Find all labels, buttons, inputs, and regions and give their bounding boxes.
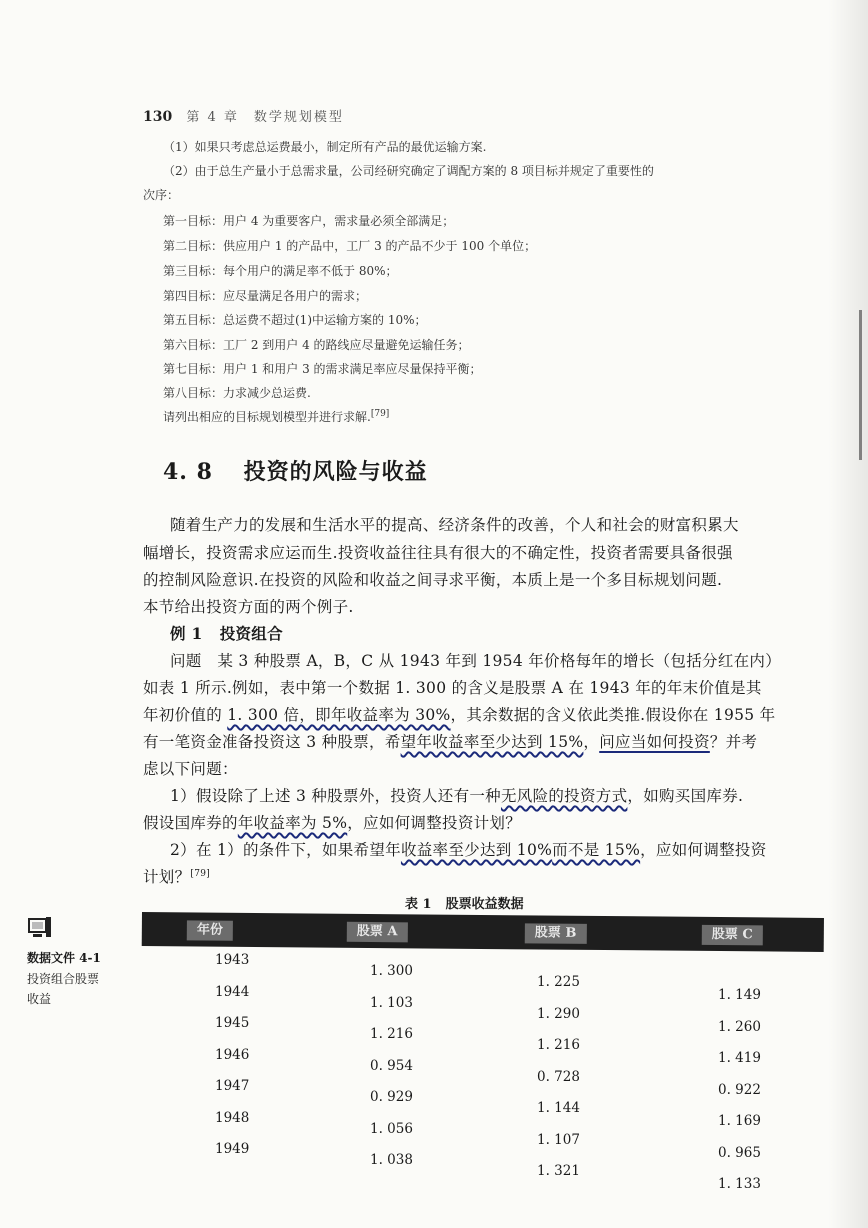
paragraph-line: 随着生产力的发展和生活水平的提高、经济条件的改善，个人和社会的财富积累大 (170, 516, 739, 534)
table-cell-value: 1. 056 (370, 1120, 413, 1137)
table-cell-year: 1947 (215, 1078, 250, 1094)
citation: [79] (190, 868, 211, 879)
table-cell-value: 1. 144 (537, 1100, 580, 1116)
table-cell-value: 1. 038 (370, 1152, 413, 1168)
running-header (143, 106, 344, 125)
text-span: 年初价值的 (143, 706, 228, 724)
table-cell-value: 1. 419 (718, 1050, 761, 1066)
table-header-cell: 股票 B (525, 923, 587, 944)
text-span: ？并考 (709, 733, 758, 751)
problem-line (143, 703, 775, 725)
table-cell-value: 1. 149 (718, 987, 761, 1003)
table-cell-year: 1943 (215, 952, 250, 968)
table-cell-value: 1. 290 (537, 1005, 580, 1022)
page-number: 130 (143, 109, 173, 125)
table-header-row (142, 912, 824, 952)
example-heading (170, 622, 283, 644)
table-caption (405, 893, 524, 912)
problem-line: 虑以下问题： (143, 760, 238, 778)
goal-item: 第七目标：用户 1 和用户 3 的需求满足率应尽量保持平衡； (163, 362, 482, 376)
table-cell-value: 1. 216 (370, 1026, 413, 1042)
table-cell-year: 1946 (215, 1046, 250, 1063)
table-cell-value: 0. 929 (370, 1089, 413, 1105)
paragraph-line: 本节给出投资方面的两个例子. (143, 598, 354, 616)
goal-item: 第二目标：供应用户 1 的产品中，工厂 3 的产品不少于 100 个单位； (163, 239, 537, 253)
highlighted-text: 1. 300 倍，即年收益率为 30% (227, 706, 451, 724)
text-span: ，应如何调整投资 (640, 841, 767, 859)
problem-line: 问题 某 3 种股票 A，B，C 从 1943 年到 1954 年价格每年的增长（包括分红在内） (170, 652, 782, 670)
table-cell-year: 1948 (215, 1109, 250, 1126)
question-line (170, 838, 767, 860)
question-line (170, 784, 743, 806)
highlighted-text: 无风险的投资方式 (500, 787, 628, 805)
table-cell-value: 1. 216 (537, 1037, 580, 1053)
question-line (143, 865, 210, 887)
page-shadow (828, 0, 868, 1228)
table-cell-value: 0. 954 (370, 1057, 413, 1074)
problem-line (143, 730, 757, 752)
citation: [79] (370, 409, 390, 419)
table-header-cell: 年份 (187, 920, 233, 940)
highlighted-text: 年收益率为 5% (237, 814, 348, 832)
table-cell-value: 1. 321 (537, 1163, 580, 1179)
text-span: ，其余数据的含义依此类推.假设你在 1955 年 (450, 706, 776, 724)
text-span: 计划？ (143, 868, 191, 886)
table-header-cell: 股票 A (347, 922, 408, 943)
highlighted-text: 收益率至少达到 10% (400, 841, 553, 859)
table-cell-year: 1945 (215, 1015, 250, 1031)
sidebar-desc-line: 收益 (27, 992, 52, 1006)
table-cell-year: 1944 (215, 983, 250, 1000)
table-header-cell: 股票 C (702, 925, 763, 946)
table-cell-value: 1. 169 (718, 1113, 761, 1129)
table-cell-year: 1949 (215, 1141, 250, 1157)
example-label: 例 1 (170, 624, 203, 643)
text-span: ，如购买国库券. (627, 787, 744, 805)
highlighted-text: 而不是 15% (552, 841, 641, 859)
table-cell-value: 0. 965 (718, 1144, 761, 1161)
text-span: 假设国库券的 (143, 814, 238, 832)
section-number: 4. 8 (163, 459, 213, 485)
data-file-icon (27, 915, 53, 941)
paragraph-line: 的控制风险意识.在投资的风险和收益之间寻求平衡，本质上是一个多目标规划问题. (143, 571, 723, 589)
table-number: 表 1 (405, 897, 432, 912)
table-cell-value: 1. 107 (537, 1131, 580, 1148)
table-cell-value: 1. 225 (537, 974, 580, 990)
goal-item: 第六目标：工厂 2 到用户 4 的路线应尽量避免运输任务； (163, 338, 470, 352)
text-span: ， (583, 733, 600, 751)
goal-item: 第八目标：力求减少总运费. (163, 386, 311, 400)
table-cell-value: 1. 133 (718, 1176, 761, 1192)
table-title: 股票收益数据 (445, 897, 524, 912)
sidebar-desc-line: 投资组合股票 (27, 972, 100, 986)
example-title: 投资组合 (219, 624, 283, 643)
problem-line: 如表 1 所示.例如，表中第一个数据 1. 300 的含义是股票 A 在 1943 年的年末价值是其 (143, 679, 762, 697)
question-line (143, 811, 521, 833)
text-span: 1）假设除了上述 3 种股票外，投资人还有一种 (170, 787, 501, 805)
table-cell-value: 1. 300 (370, 963, 413, 979)
text-span: ，应如何调整投资计划？ (347, 814, 522, 832)
sidebar-title: 数据文件 4-1 (27, 951, 101, 965)
text-span: 2）在 1）的条件下，如果希望年 (170, 841, 401, 859)
question-2-cont: 次序： (143, 188, 180, 202)
goal-item: 第一目标：用户 4 为重要客户，需求量必须全部满足； (163, 214, 455, 228)
paragraph-line: 幅增长，投资需求应运而生.投资收益往往具有很大的不确定性，投资者需要具备很强 (143, 544, 733, 562)
section-heading (163, 455, 428, 486)
goal-item: 第三目标：每个用户的满足率不低于 80%； (163, 264, 398, 278)
table-cell-value: 0. 922 (718, 1081, 761, 1098)
page-edge (859, 310, 862, 460)
question-1-line: （1）如果只考虑总运费最小，制定所有产品的最优运输方案. (163, 140, 487, 154)
closing-line (163, 408, 389, 425)
sidebar-desc (27, 969, 117, 1009)
table-cell-value: 1. 103 (370, 994, 413, 1011)
highlighted-text: 问应当如何投资 (599, 733, 710, 751)
text-span: 有一笔资金准备投资这 3 种股票，希 (143, 733, 401, 751)
closing-text: 请列出相应的目标规划模型并进行求解. (163, 410, 371, 424)
section-title: 投资的风险与收益 (243, 459, 428, 485)
goal-item: 第五目标：总运费不超过(1)中运输方案的 10%； (163, 313, 427, 327)
table-cell-value: 1. 260 (718, 1018, 761, 1035)
goal-item: 第四目标：应尽量满足各用户的需求； (163, 289, 368, 303)
highlighted-text: 望年收益率至少达到 15% (400, 733, 584, 751)
table-cell-value: 0. 728 (537, 1068, 580, 1085)
chapter-title: 第 4 章 数学规划模型 (186, 110, 344, 125)
question-2-line: （2）由于总生产量小于总需求量，公司经研究确定了调配方案的 8 项目标并规定了重要性的 (163, 164, 654, 178)
